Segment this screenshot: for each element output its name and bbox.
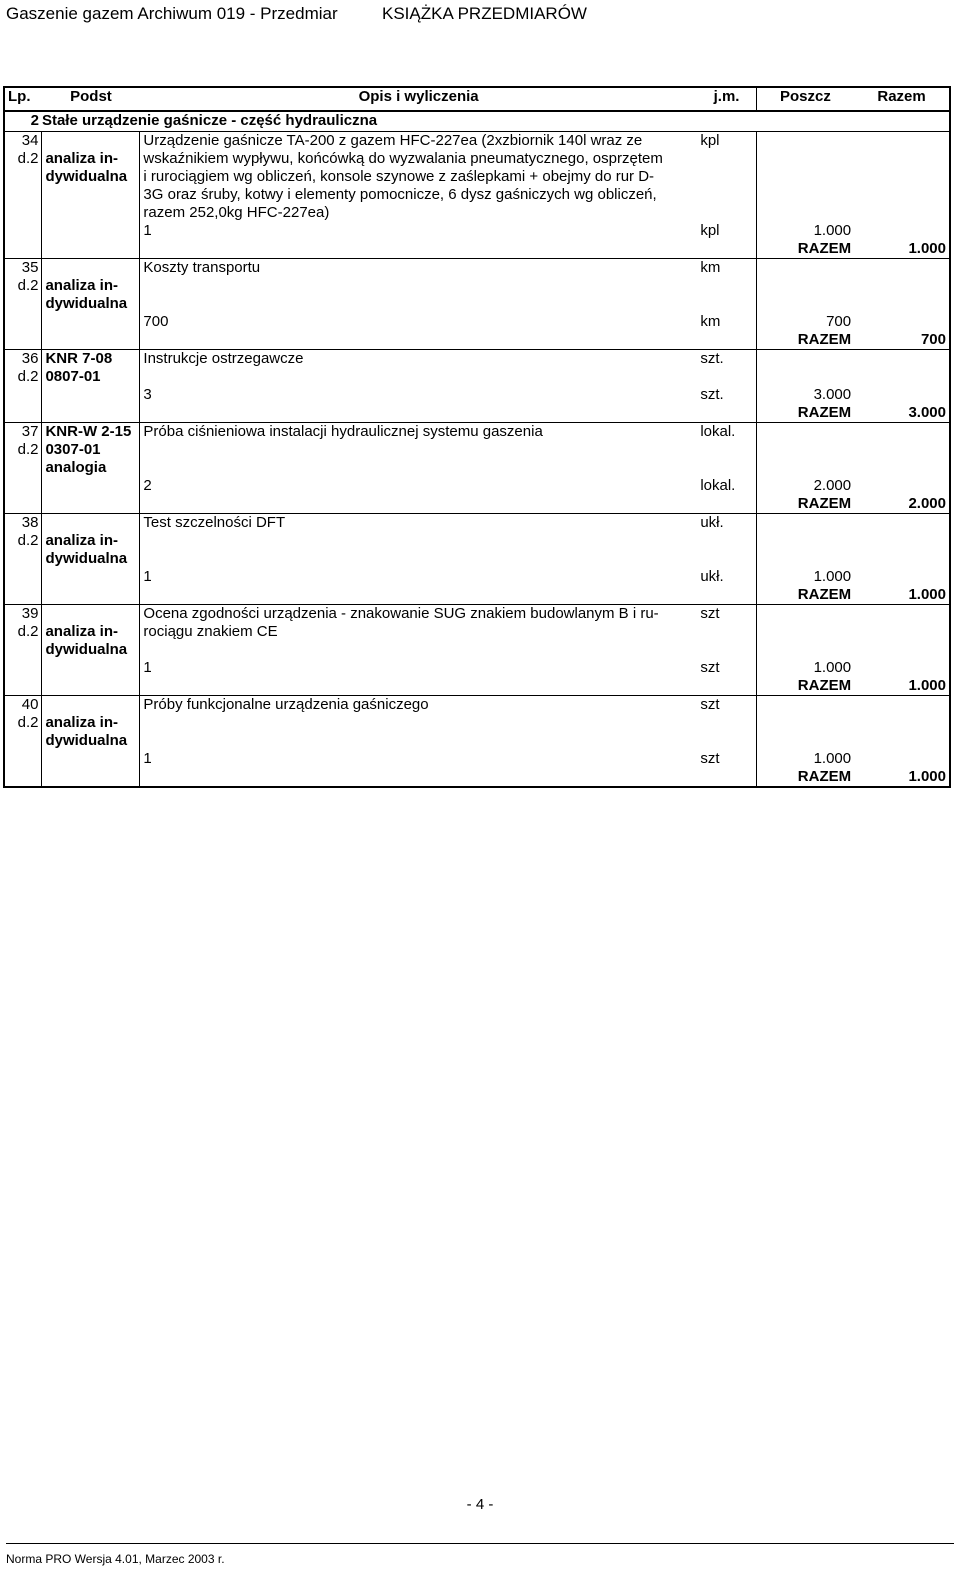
item-desc-row [4, 168, 950, 186]
empty-cell [697, 168, 756, 186]
empty-cell [854, 459, 950, 477]
item-desc-row [4, 605, 950, 624]
item-section-ref: d.2 [17, 714, 39, 731]
total-label: RAZEM [756, 331, 854, 350]
total-label: RAZEM [756, 768, 854, 787]
empty-cell [756, 641, 854, 659]
calc-quantity: 3 [140, 386, 697, 404]
item-total: 3.000 [854, 404, 950, 423]
item-number: 38 [21, 514, 39, 531]
item-desc-row [4, 368, 950, 386]
item-section-ref: d.2 [17, 441, 39, 458]
empty-cell [697, 732, 756, 750]
item-description: wskaźnikiem wypływu, końcówką do wyzwalania pneumatycznego, osprzętem [140, 150, 697, 168]
item-basis: dywidualna [42, 168, 140, 186]
empty-cell [42, 186, 140, 204]
col-header-jm: j.m. [697, 87, 756, 111]
item-desc-row [4, 350, 950, 369]
empty-cell [756, 132, 854, 151]
empty-cell [42, 586, 140, 605]
empty-cell [4, 331, 42, 350]
empty-cell [42, 750, 140, 768]
empty-cell [4, 641, 42, 659]
empty-cell [756, 532, 854, 550]
empty-cell [42, 259, 140, 278]
item-calc-row [4, 386, 950, 404]
empty-cell [854, 605, 950, 624]
empty-cell [4, 295, 42, 313]
empty-cell [854, 350, 950, 369]
item-basis: analiza in- [42, 623, 140, 641]
empty-cell [756, 150, 854, 168]
item-number: 40 [21, 696, 39, 713]
item-unit: ukł. [700, 514, 724, 531]
item-total-row [4, 677, 950, 696]
empty-cell [854, 386, 950, 404]
empty-cell [4, 732, 42, 750]
item-unit: km [700, 259, 721, 276]
item-total-row [4, 404, 950, 423]
item-basis: analiza in- [42, 277, 140, 295]
empty-cell [4, 204, 42, 222]
item-description: i rurociągiem wg obliczeń, konsole szynowe z zaślepkami + obejmy do rur D- [140, 168, 697, 186]
item-total-row [4, 240, 950, 259]
item-total-row [4, 768, 950, 787]
item-desc-row [4, 532, 950, 550]
empty-cell [697, 532, 756, 550]
empty-cell [42, 204, 140, 222]
item-description: Ocena zgodności urządzenia - znakowanie SUG znakiem budowlanym B i ru- [140, 605, 697, 624]
empty-cell [697, 623, 756, 641]
item-number: 35 [21, 259, 39, 276]
empty-cell [42, 477, 140, 495]
empty-cell [140, 495, 697, 514]
section-title: Stałe urządzenie gaśnicze - część hydrauliczna [42, 111, 950, 132]
empty-cell [42, 495, 140, 514]
calc-quantity: 1 [140, 659, 697, 677]
empty-cell [140, 532, 697, 550]
document-title: Gaszenie gazem Archiwum 019 - Przedmiar [6, 4, 338, 23]
empty-cell [697, 586, 756, 605]
calc-unit: lokal. [700, 477, 736, 494]
item-gap-row [4, 732, 950, 750]
empty-cell [756, 732, 854, 750]
empty-cell [756, 423, 854, 442]
empty-cell [697, 186, 756, 204]
empty-cell [756, 550, 854, 568]
calc-unit: ukł. [700, 568, 724, 585]
empty-cell [756, 168, 854, 186]
item-poszcz: 1.000 [756, 659, 854, 677]
item-basis: 0307-01 [42, 441, 140, 459]
empty-cell [42, 386, 140, 404]
empty-cell [756, 514, 854, 533]
item-unit: szt. [700, 350, 724, 367]
empty-cell [854, 514, 950, 533]
empty-cell [4, 568, 42, 586]
item-calc-row [4, 222, 950, 240]
empty-cell [854, 186, 950, 204]
item-description: Próba ciśnieniowa instalacji hydraulicznej systemu gaszenia [140, 423, 697, 442]
item-poszcz: 700 [756, 313, 854, 331]
empty-cell [756, 368, 854, 386]
empty-cell [697, 331, 756, 350]
empty-cell [42, 313, 140, 331]
item-basis: 0807-01 [42, 368, 140, 386]
item-desc-row [4, 441, 950, 459]
item-poszcz: 2.000 [756, 477, 854, 495]
table-header-row [4, 87, 950, 111]
col-header-razem: Razem [854, 87, 950, 111]
empty-cell [854, 277, 950, 295]
empty-cell [140, 586, 697, 605]
item-basis: dywidualna [42, 295, 140, 313]
item-number: 37 [21, 423, 39, 440]
empty-cell [4, 586, 42, 605]
empty-cell [4, 404, 42, 423]
item-total: 1.000 [854, 768, 950, 787]
item-desc-row [4, 459, 950, 477]
item-desc-row [4, 277, 950, 295]
col-header-lp: Lp. [4, 87, 42, 111]
empty-cell [4, 750, 42, 768]
empty-cell [4, 313, 42, 331]
item-description: Próby funkcjonalne urządzenia gaśniczego [140, 696, 697, 715]
section-row [4, 111, 950, 132]
empty-cell [42, 659, 140, 677]
total-label: RAZEM [756, 240, 854, 259]
calc-quantity: 2 [140, 477, 697, 495]
empty-cell [854, 368, 950, 386]
empty-cell [697, 495, 756, 514]
item-total-row [4, 331, 950, 350]
section-number: 2 [4, 111, 42, 132]
calc-unit: szt [700, 750, 720, 767]
item-section-ref: d.2 [17, 277, 39, 294]
empty-cell [4, 240, 42, 259]
item-total: 2.000 [854, 495, 950, 514]
empty-cell [854, 714, 950, 732]
item-desc-row [4, 259, 950, 278]
item-desc-row [4, 132, 950, 151]
item-poszcz: 1.000 [756, 222, 854, 240]
empty-cell [4, 677, 42, 696]
item-unit: szt [700, 605, 720, 622]
item-total: 1.000 [854, 240, 950, 259]
item-desc-row [4, 423, 950, 442]
empty-cell [854, 659, 950, 677]
item-desc-row [4, 186, 950, 204]
item-basis: dywidualna [42, 732, 140, 750]
item-desc-row [4, 696, 950, 715]
item-total: 700 [854, 331, 950, 350]
item-desc-row [4, 204, 950, 222]
empty-cell [697, 295, 756, 313]
empty-cell [140, 550, 697, 568]
item-total-row [4, 495, 950, 514]
item-description: Instrukcje ostrzegawcze [140, 350, 697, 369]
empty-cell [854, 313, 950, 331]
empty-cell [4, 659, 42, 677]
empty-cell [854, 441, 950, 459]
calc-unit: szt. [700, 386, 724, 403]
empty-cell [697, 459, 756, 477]
empty-cell [4, 550, 42, 568]
item-basis: analogia [42, 459, 140, 477]
empty-cell [42, 240, 140, 259]
item-description: 3G oraz śruby, kotwy i elementy pomocnicze, 6 dysz gaśniczych wg obliczeń, [140, 186, 697, 204]
calc-unit: km [700, 313, 721, 330]
item-description: rociągu znakiem CE [140, 623, 697, 641]
item-unit: lokal. [700, 423, 736, 440]
empty-cell [854, 132, 950, 151]
empty-cell [140, 732, 697, 750]
col-header-podst: Podst [42, 87, 140, 111]
item-desc-row [4, 623, 950, 641]
empty-cell [42, 568, 140, 586]
empty-cell [42, 605, 140, 624]
empty-cell [854, 477, 950, 495]
empty-cell [756, 605, 854, 624]
item-number: 36 [21, 350, 39, 367]
empty-cell [42, 768, 140, 787]
empty-cell [697, 714, 756, 732]
empty-cell [140, 459, 697, 477]
page-number: - 4 - [466, 1496, 494, 1513]
item-number: 39 [21, 605, 39, 622]
empty-cell [140, 441, 697, 459]
calc-quantity: 1 [140, 750, 697, 768]
empty-cell [756, 441, 854, 459]
empty-cell [4, 477, 42, 495]
empty-cell [697, 641, 756, 659]
col-header-poszcz: Poszcz [756, 87, 854, 111]
empty-cell [42, 514, 140, 533]
item-calc-row [4, 568, 950, 586]
calc-unit: kpl [700, 222, 720, 239]
item-basis: analiza in- [42, 714, 140, 732]
empty-cell [854, 222, 950, 240]
item-desc-row [4, 714, 950, 732]
empty-cell [697, 150, 756, 168]
empty-cell [140, 240, 697, 259]
total-label: RAZEM [756, 404, 854, 423]
empty-cell [4, 186, 42, 204]
empty-cell [756, 350, 854, 369]
footer-divider [6, 1543, 954, 1544]
empty-cell [4, 222, 42, 240]
empty-cell [4, 768, 42, 787]
item-section-ref: d.2 [17, 532, 39, 549]
empty-cell [4, 459, 42, 477]
empty-cell [4, 168, 42, 186]
item-gap-row [4, 550, 950, 568]
empty-cell [697, 204, 756, 222]
calc-quantity: 700 [140, 313, 697, 331]
software-version: Norma PRO Wersja 4.01, Marzec 2003 r. [6, 1552, 225, 1566]
item-basis: dywidualna [42, 641, 140, 659]
col-header-opis: Opis i wyliczenia [140, 87, 697, 111]
empty-cell [4, 495, 42, 514]
item-basis: analiza in- [42, 150, 140, 168]
item-gap-row [4, 295, 950, 313]
item-desc-row [4, 514, 950, 533]
empty-cell [140, 714, 697, 732]
item-total: 1.000 [854, 586, 950, 605]
empty-cell [697, 240, 756, 259]
empty-cell [854, 750, 950, 768]
item-description: Urządzenie gaśnicze TA-200 z gazem HFC-227ea (2xzbiornik 140l wraz ze [140, 132, 697, 151]
page-header [0, 2, 960, 28]
cost-estimate-table [3, 86, 951, 788]
empty-cell [854, 696, 950, 715]
empty-cell [854, 204, 950, 222]
total-label: RAZEM [756, 677, 854, 696]
calc-unit: szt [700, 659, 720, 676]
document-type: KSIĄŻKA PRZEDMIARÓW [382, 4, 587, 23]
item-calc-row [4, 477, 950, 495]
item-description: razem 252,0kg HFC-227ea) [140, 204, 697, 222]
empty-cell [756, 696, 854, 715]
total-label: RAZEM [756, 586, 854, 605]
item-unit: szt [700, 696, 720, 713]
item-poszcz: 1.000 [756, 568, 854, 586]
empty-cell [42, 132, 140, 151]
empty-cell [854, 623, 950, 641]
item-basis: dywidualna [42, 550, 140, 568]
empty-cell [854, 641, 950, 659]
empty-cell [756, 186, 854, 204]
item-section-ref: d.2 [17, 623, 39, 640]
empty-cell [42, 696, 140, 715]
empty-cell [140, 641, 697, 659]
item-basis: KNR 7-08 [42, 350, 140, 369]
item-number: 34 [21, 132, 39, 149]
item-description: Koszty transportu [140, 259, 697, 278]
empty-cell [854, 532, 950, 550]
empty-cell [140, 368, 697, 386]
item-section-ref: d.2 [17, 150, 39, 167]
item-description: Test szczelności DFT [140, 514, 697, 533]
item-calc-row [4, 750, 950, 768]
empty-cell [140, 768, 697, 787]
item-desc-row [4, 150, 950, 168]
calc-quantity: 1 [140, 568, 697, 586]
item-basis: analiza in- [42, 532, 140, 550]
empty-cell [42, 331, 140, 350]
total-label: RAZEM [756, 495, 854, 514]
empty-cell [756, 277, 854, 295]
empty-cell [854, 423, 950, 442]
empty-cell [140, 295, 697, 313]
item-unit: kpl [700, 132, 720, 149]
empty-cell [140, 404, 697, 423]
item-basis: KNR-W 2-15 [42, 423, 140, 442]
empty-cell [756, 259, 854, 278]
empty-cell [42, 222, 140, 240]
empty-cell [756, 204, 854, 222]
empty-cell [756, 623, 854, 641]
empty-cell [140, 277, 697, 295]
empty-cell [42, 404, 140, 423]
empty-cell [854, 259, 950, 278]
empty-cell [140, 677, 697, 696]
empty-cell [854, 150, 950, 168]
empty-cell [42, 677, 140, 696]
empty-cell [854, 732, 950, 750]
empty-cell [697, 368, 756, 386]
empty-cell [854, 168, 950, 186]
item-section-ref: d.2 [17, 368, 39, 385]
item-calc-row [4, 313, 950, 331]
empty-cell [854, 568, 950, 586]
empty-cell [697, 550, 756, 568]
empty-cell [697, 768, 756, 787]
empty-cell [756, 295, 854, 313]
empty-cell [756, 714, 854, 732]
calc-quantity: 1 [140, 222, 697, 240]
empty-cell [756, 459, 854, 477]
empty-cell [854, 550, 950, 568]
item-poszcz: 1.000 [756, 750, 854, 768]
item-total-row [4, 586, 950, 605]
item-poszcz: 3.000 [756, 386, 854, 404]
empty-cell [697, 277, 756, 295]
empty-cell [697, 441, 756, 459]
empty-cell [4, 386, 42, 404]
empty-cell [854, 295, 950, 313]
empty-cell [697, 404, 756, 423]
empty-cell [140, 331, 697, 350]
empty-cell [697, 677, 756, 696]
item-total: 1.000 [854, 677, 950, 696]
item-gap-row [4, 641, 950, 659]
item-calc-row [4, 659, 950, 677]
